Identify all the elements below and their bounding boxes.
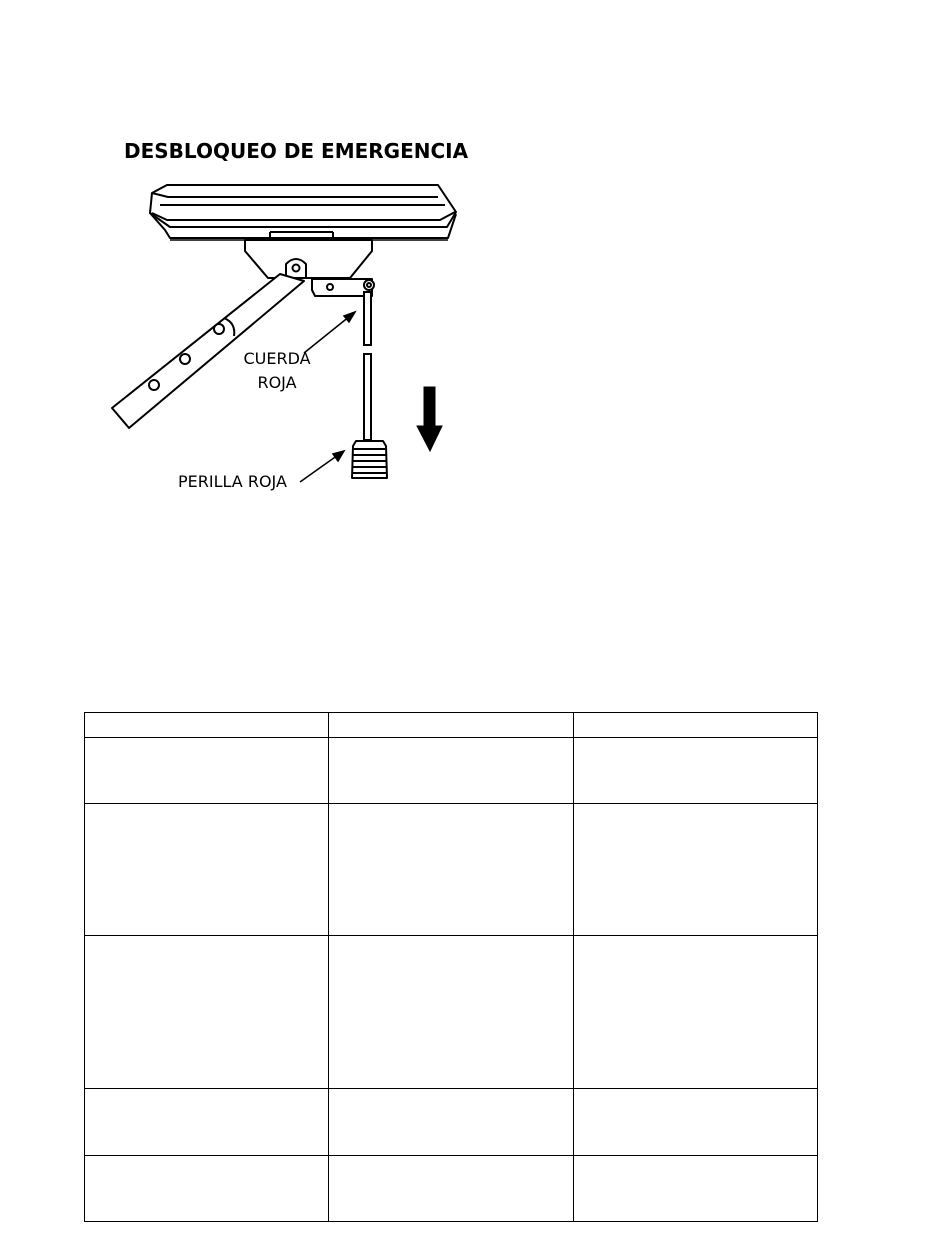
emergency-release-diagram	[0, 0, 950, 560]
empty-table	[84, 712, 818, 1222]
knob-leader-arrow-icon	[300, 451, 344, 482]
cord-label	[237, 347, 317, 395]
table-row	[85, 738, 818, 804]
table-cell	[573, 713, 817, 738]
table-cell	[573, 1156, 817, 1222]
table-row	[85, 936, 818, 1089]
table-cell	[85, 1156, 329, 1222]
table-cell	[573, 738, 817, 804]
table-cell	[329, 936, 573, 1089]
table-row	[85, 804, 818, 936]
table-cell	[573, 804, 817, 936]
cord-label-line-2: ROJA	[257, 373, 297, 392]
table-cell	[85, 713, 329, 738]
cord-label-line-1: CUERDA	[243, 349, 311, 368]
table-cell	[329, 1089, 573, 1156]
knob-label: PERILLA ROJA	[178, 472, 287, 491]
figure-title: DESBLOQUEO DE EMERGENCIA	[124, 139, 469, 163]
table-cell	[85, 936, 329, 1089]
table-cell	[85, 738, 329, 804]
table-row	[85, 1089, 818, 1156]
red-knob-icon	[352, 441, 387, 478]
table-row	[85, 713, 818, 738]
table-row	[85, 1156, 818, 1222]
table-cell	[573, 936, 817, 1089]
table-cell	[329, 804, 573, 936]
table-cell	[329, 713, 573, 738]
pull-down-arrow-icon	[417, 387, 442, 451]
table-cell	[329, 1156, 573, 1222]
table-cell	[85, 1089, 329, 1156]
table-cell	[85, 804, 329, 936]
table-cell	[573, 1089, 817, 1156]
red-cord-icon	[364, 292, 371, 440]
table-cell	[329, 738, 573, 804]
